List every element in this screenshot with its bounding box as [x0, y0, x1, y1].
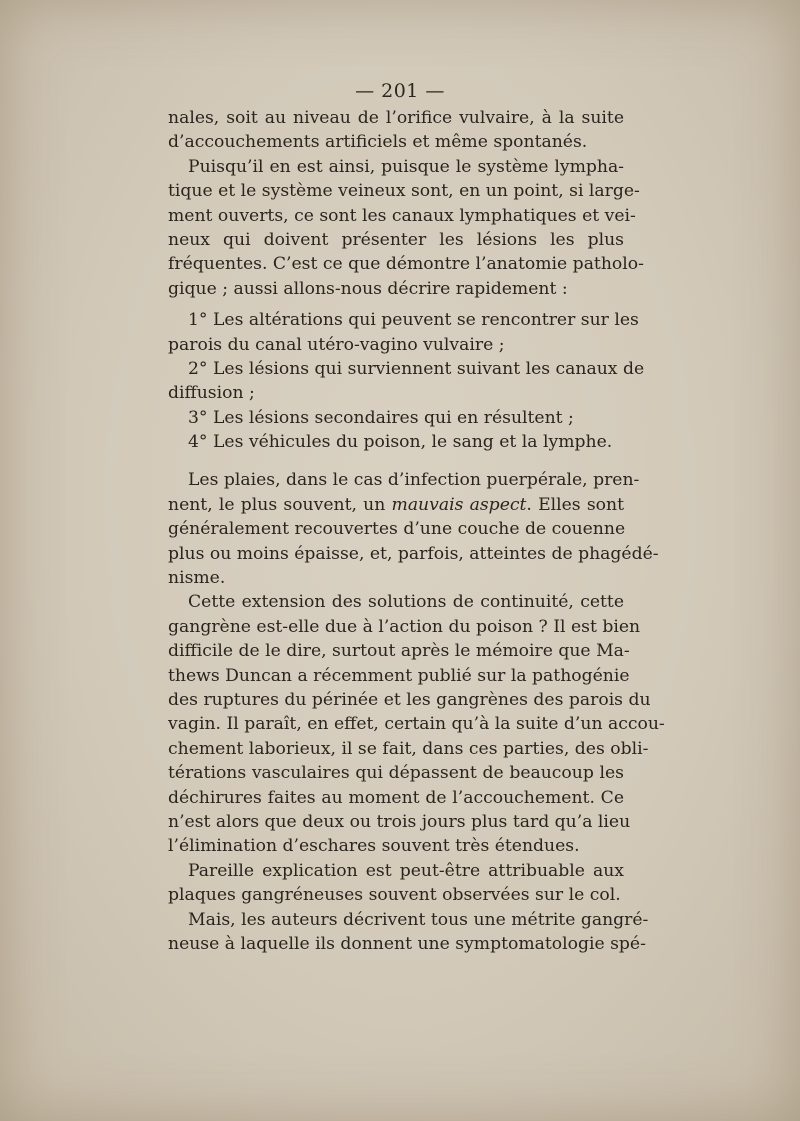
text-line: plaques gangréneuses souvent observées sur le col.: [168, 885, 621, 906]
list-item-3: 3° Les lésions secondaires qui en résultent ;: [188, 407, 574, 428]
paragraph-start: Pareille explication est peut-être attribuable aux: [188, 860, 624, 881]
text-line: plus ou moins épaisse, et, parfois, atteintes de phagédé-: [168, 543, 659, 564]
list-item-2: 2° Les lésions qui surviennent suivant les canaux de: [188, 358, 645, 379]
text-line: vagin. Il paraît, en effet, certain qu’à la suite d’un accou-: [168, 714, 665, 735]
paragraph-start: Les plaies, dans le cas d’infection puerpérale, pren-: [188, 470, 640, 491]
text-line: gangrène est-elle due à l’action du poison ? Il est bien: [168, 616, 641, 637]
paragraph-start: Mais, les auteurs décrivent tous une métrite gangré-: [188, 909, 649, 930]
text-line: neuse à laquelle ils donnent une symptomatologie spé-: [168, 933, 646, 954]
page-number: — 201 —: [355, 80, 445, 102]
text-run: . Elles sont: [526, 494, 624, 515]
text-line: thews Duncan a récemment publié sur la pathogénie: [168, 665, 630, 686]
text-line: nales, soit au niveau de l’orifice vulvaire, à la suite: [168, 108, 624, 128]
page-body: [168, 106, 665, 956]
text-line: généralement recouvertes d’une couche de couenne: [168, 519, 626, 540]
text-line: déchirures faites au moment de l’accouchement. Ce: [168, 787, 624, 808]
text-line: chement laborieux, il se fait, dans ces parties, des obli-: [168, 738, 649, 759]
text-line: n’est alors que deux ou trois jours plus tard qu’a lieu: [168, 811, 631, 832]
italic-phrase: mauvais aspect: [391, 494, 527, 515]
text-line: nisme.: [168, 568, 226, 589]
text-line: fréquentes. C’est ce que démontre l’anatomie patholo-: [168, 254, 644, 275]
text-run: nent, le plus souvent, un: [168, 494, 392, 515]
text-line: gique ; aussi allons-nous décrire rapidement :: [168, 278, 568, 299]
text-line: l’élimination d’eschares souvent très étendues.: [168, 836, 580, 857]
text-line: neux qui doivent présenter les lésions les plus: [168, 229, 624, 250]
text-line: d’accouchements artificiels et même spontanés.: [168, 132, 588, 153]
list-item-1: 1° Les altérations qui peuvent se rencontrer sur les: [188, 310, 639, 331]
paragraph-start: Puisqu’il en est ainsi, puisque le système lympha-: [188, 156, 624, 177]
list-item-4: 4° Les véhicules du poison, le sang et la lymphe.: [188, 432, 613, 453]
text-line: térations vasculaires qui dépassent de beaucoup les: [168, 763, 624, 784]
text-line: difficile de le dire, surtout après le mémoire que Ma-: [168, 641, 630, 662]
paragraph-start: Cette extension des solutions de continuité, cette: [188, 592, 624, 613]
text-line: des ruptures du périnée et les gangrènes des parois du: [168, 689, 651, 710]
text-line: tique et le système veineux sont, en un point, si large-: [168, 181, 640, 202]
text-line: [168, 493, 624, 517]
text-line: ment ouverts, ce sont les canaux lymphatiques et vei-: [168, 205, 636, 226]
text-line: parois du canal utéro-vagino vulvaire ;: [168, 334, 505, 355]
text-line: diffusion ;: [168, 383, 255, 404]
